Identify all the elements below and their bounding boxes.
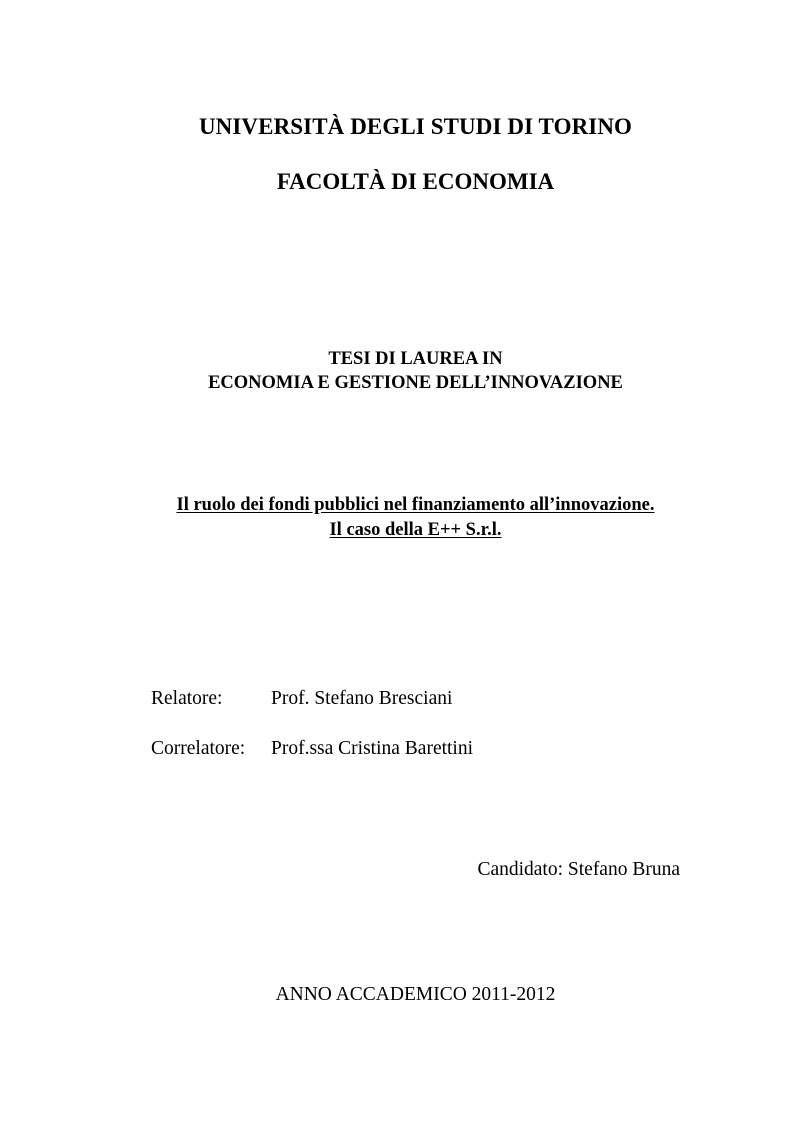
thesis-title-line-1: Il ruolo dei fondi pubblici nel finanziamento all’innovazione. — [176, 495, 655, 515]
relatore-name: Prof. Stefano Bresciani — [271, 688, 453, 709]
correlatore-name: Prof.ssa Cristina Barettini — [271, 738, 474, 759]
relatore-row — [151, 688, 452, 710]
thesis-field: ECONOMIA E GESTIONE DELL’INNOVAZIONE — [208, 373, 623, 393]
relatore-label: Relatore: — [151, 688, 223, 709]
candidato: Candidato: Stefano Bruna — [477, 859, 680, 880]
academic-year: ANNO ACCADEMICO 2011-2012 — [275, 984, 556, 1005]
university-name: UNIVERSITÀ DEGLI STUDI DI TORINO — [198, 114, 633, 139]
correlatore-row — [151, 738, 473, 760]
thesis-type: TESI DI LAUREA IN — [328, 349, 503, 369]
correlatore-label: Correlatore: — [151, 738, 246, 759]
thesis-title-line-2: Il caso della E++ S.r.l. — [329, 520, 502, 540]
faculty-name: FACOLTÀ DI ECONOMIA — [276, 169, 555, 194]
